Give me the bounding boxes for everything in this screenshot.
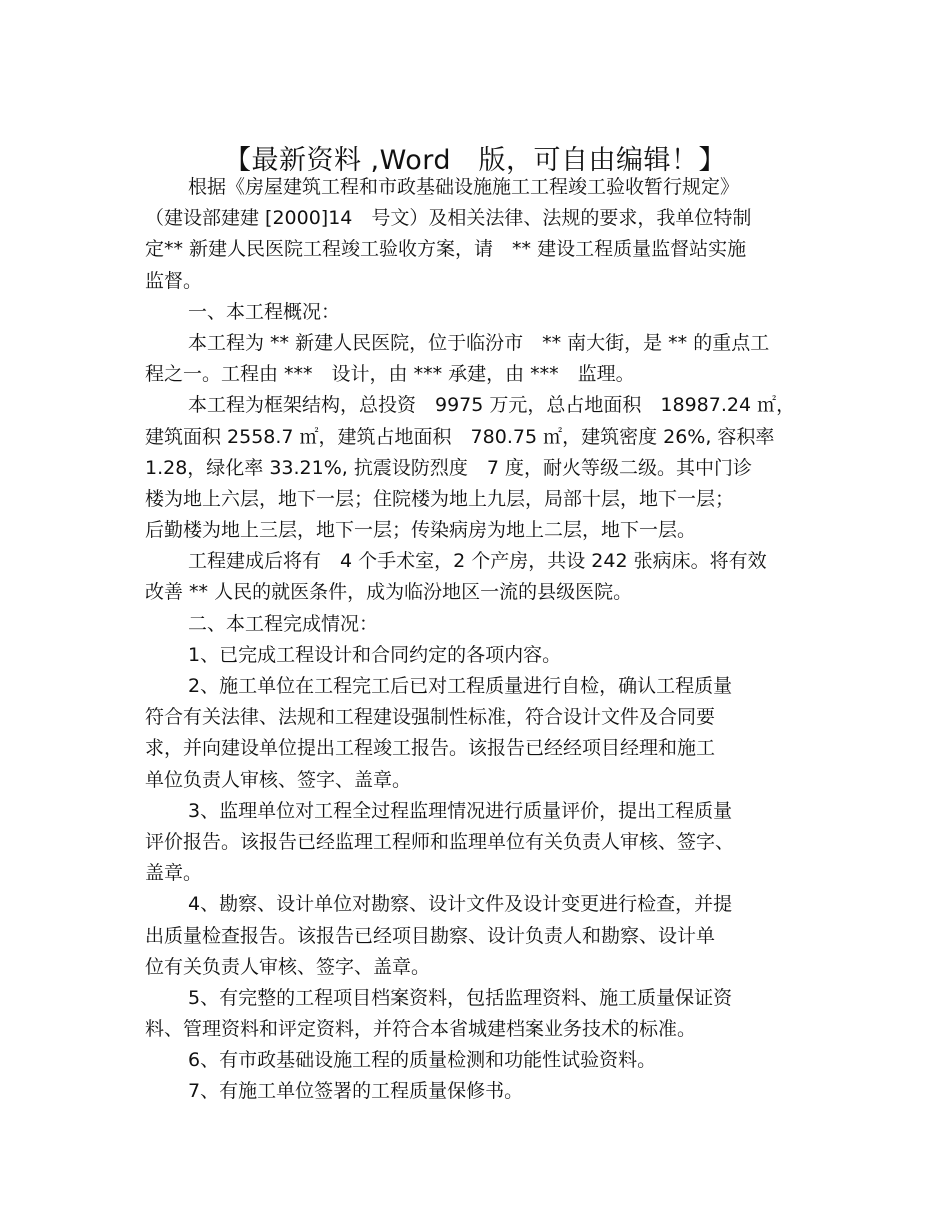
body-line: 盖章。 xyxy=(145,862,203,885)
body-line: 2、施工单位在工程完工后已对工程质量进行自检，确认工程质量 xyxy=(188,675,733,697)
body-line: 料、管理资料和评定资料，并符合本省城建档案业务技术的标准。 xyxy=(145,1018,697,1041)
document-body xyxy=(145,172,810,1108)
body-line: 根据《房屋建筑工程和市政基础设施施工工程竣工验收暂行规定》 xyxy=(188,176,740,198)
body-line: 单位负责人审核、签字、盖章。 xyxy=(145,768,412,791)
body-line: 监督。 xyxy=(145,269,203,292)
body-line: 程之一。工程由 *** 设计，由 *** 承建，由 *** 监理。 xyxy=(145,363,635,386)
body-line: （建设部建建 [2000]14 号文）及相关法律、法规的要求，我单位特制 xyxy=(145,207,752,230)
body-line: 一、本工程概况： xyxy=(188,300,341,323)
body-line: 位有关负责人审核、签字、盖章。 xyxy=(145,955,431,978)
page-title: 【最新资料 ,Word 版，可自由编辑！】 xyxy=(223,145,727,176)
body-line: 3、监理单位对工程全过程监理情况进行质量评价，提出工程质量 xyxy=(188,799,733,822)
body-line: 建筑面积 2558.7 ㎡，建筑占地面积 780.75 ㎡，建筑密度 26%, 容积率 xyxy=(145,425,775,448)
body-line: 工程建成后将有 4 个手术室，2 个产房，共设 242 张病床。将有效 xyxy=(188,550,767,573)
body-line: 1、已完成工程设计和合同约定的各项内容。 xyxy=(188,643,562,666)
body-line: 后勤楼为地上三层，地下一层；传染病房为地上二层，地下一层。 xyxy=(145,519,697,542)
body-line: 出质量检查报告。该报告已经项目勘察、设计负责人和勘察、设计单 xyxy=(145,924,716,947)
body-line: 4、勘察、设计单位对勘察、设计文件及设计变更进行检查，并提 xyxy=(188,893,733,916)
body-line: 1.28，绿化率 33.21%, 抗震设防烈度 7 度，耐火等级二级。其中门诊 xyxy=(145,456,752,479)
body-line: 楼为地上六层，地下一层；住院楼为地上九层，局部十层，地下一层； xyxy=(145,487,735,510)
body-line: 改善 ** 人民的就医条件，成为临汾地区一流的县级医院。 xyxy=(145,581,633,604)
body-line: 符合有关法律、法规和工程建设强制性标准，符合设计文件及合同要 xyxy=(145,706,716,729)
body-line: 评价报告。该报告已经监理工程师和监理单位有关负责人审核、签字、 xyxy=(145,830,735,853)
body-line: 5、有完整的工程项目档案资料，包括监理资料、施工质量保证资 xyxy=(188,986,733,1009)
body-line: 二、本工程完成情况： xyxy=(188,612,379,635)
body-line: 本工程为框架结构，总投资 9975 万元，总占地面积 18987.24 ㎡， xyxy=(188,394,796,417)
body-line: 本工程为 ** 新建人民医院，位于临汾市 ** 南大街，是 ** 的重点工 xyxy=(188,331,770,354)
body-line: 6、有市政基础设施工程的质量检测和功能性试验资料。 xyxy=(188,1049,657,1072)
body-line: 求，并向建设单位提出工程竣工报告。该报告已经经项目经理和施工 xyxy=(145,737,716,760)
body-line: 定** 新建人民医院工程竣工验收方案，请 ** 建设工程质量监督站实施 xyxy=(145,238,747,261)
body-line: 7、有施工单位签署的工程质量保修书。 xyxy=(188,1080,524,1103)
